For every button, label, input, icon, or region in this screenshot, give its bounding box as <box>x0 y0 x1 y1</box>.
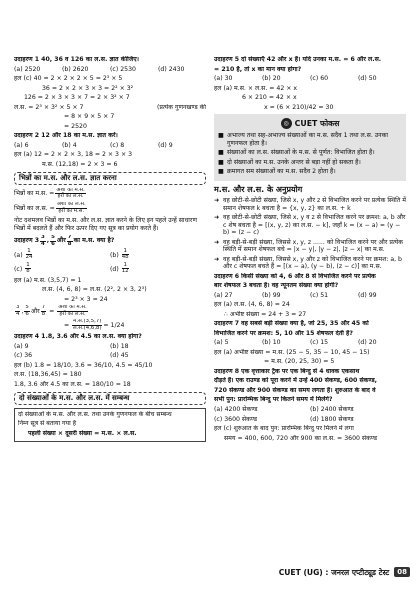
result-fraction: $\frac{\text{म.स.(3,5,7)}}{\text{ल.स.(4,6,8)}}$ <box>72 319 102 331</box>
fraction: $\frac{7}{8}$ <box>41 305 46 317</box>
fraction <box>40 235 46 247</box>
solution-line: x = (6 × 210)/42 = 30 <box>264 103 334 111</box>
solution-line: हल (a) 12 = 2 × 2 × 3, 18 = 2 × 3 × 3 <box>14 151 133 159</box>
example-8-question-cont: 720 सेकण्ड और 900 सेकण्ड का समय लगता है। शुरुआत के बाद वे <box>214 386 376 394</box>
rule-denominator: हरों का ल.स. <box>57 193 84 200</box>
option-a: (a) 30 <box>214 75 233 83</box>
decimal-note: नोट दशमलव भिन्नों का म.स. और ल.स. ज्ञात करने के लिए इन पहले उन्हें साधारण भिन्नों में बदलते हैं और फिर ऊपर दिए गए सूत्र का प्रयोग करते हैं। <box>14 217 197 232</box>
rule-numerator: अंशों का म.स. <box>56 187 85 193</box>
solution-line: = म.स. (20, 25, 30) = 5 <box>264 358 335 366</box>
example-8-question-cont: सभी पुन: प्रारम्भिक बिन्दु पर कितने समय में मिलेंगे? <box>214 396 333 404</box>
cuet-point: ■ दो संख्याओं का म.स. उनके अन्तर से बड़ा नहीं हो सकता है। <box>218 158 361 166</box>
fraction: $\frac{3}{4}$ <box>16 305 20 317</box>
target-icon: ◎ <box>281 118 292 129</box>
option-a: (a) 4200 सेकण्ड <box>214 406 258 413</box>
option-d: (d) 1800 सेकण्ड <box>310 415 354 423</box>
application-point: ➜ वह बड़ी-से-बड़ी संख्या, जिससे x, y और z को विभाजित करने पर क्रमश: a, b और c शेषफल बचते हैं = [(x − a), (y − b), (z − c)] का म.स. <box>214 255 402 271</box>
rule-fraction <box>56 202 87 214</box>
solution-line: ल.स. (18,36,45) = 180 <box>14 371 82 379</box>
solution-line: ल.स. (4, 6, 8) = ल.स. (2², 2 × 3, 2³) <box>42 286 147 294</box>
solution-line: हल (c) 40 = 2 × 2 × 2 × 5 = 2³ × 5 <box>14 75 123 83</box>
solution-line: 126 = 2 × 3 × 3 × 7 = 2 × 3² × 7 <box>24 94 130 102</box>
example-3-result: = $\frac{\text{म.स.(3,5,7)}}{\text{ल.स.(4,6,8)}}$ = 1/24 <box>64 319 125 331</box>
option-a: (a) 9 <box>14 342 29 350</box>
denominator: 4 <box>41 240 45 247</box>
solution-line: हल (a) म.स. (3,5,7) = 1 <box>14 276 82 284</box>
application-point: ➜ वह बड़ी-से-बड़ी संख्या, जिससे x, y, z ...... को विभाजित करने पर और प्रत्येक स्थिति में समान शेषफल बचे = |x − y|, |y − z|, |z − x| का म.स. <box>214 238 404 254</box>
cuet-point: ■ क्रमागत सम संख्याओं का म.स. सदैव 2 होता है। <box>218 168 336 176</box>
numerator: 5 <box>51 235 55 241</box>
rule-denominator: हरों का म.स. <box>58 207 85 214</box>
example-7-options <box>214 339 406 346</box>
solution-lcm-row <box>14 104 206 111</box>
applications-heading: म.स. और ल.स. के अनुप्रयोग <box>214 184 303 194</box>
example-6-question-cont: बार शेषफल 3 बचता है। वह न्यूनतम संख्या क्या होगी? <box>214 282 339 290</box>
option-c: (c) 51 <box>310 291 329 299</box>
option-b: (b) 2620 <box>62 65 89 73</box>
option-b: (b) 10 <box>262 339 281 347</box>
example-2-question: उदाहरण 2 12 और 18 का म.स. ज्ञात करें। <box>14 132 118 140</box>
solution-line: हल (c) शुरुआत के बाद पुन: प्रारम्भिक बिन्दु पर मिलने में लगा <box>214 425 354 433</box>
example-3-question: उदाहरण 3 $\frac{3}{4}$ , $\frac{5}{6}$ और $\frac{7}{8}$ का म.स. क्या है? <box>14 235 115 247</box>
option-a: (a) $\frac{1}{24}$ <box>14 248 33 261</box>
option-b: (b) 18 <box>110 342 129 350</box>
cuet-focus-box <box>214 114 406 181</box>
example-1-question: उदाहरण 1 40, 36 व 126 का ल.स. ज्ञात कीजिए। <box>14 56 140 63</box>
option-d: (d) $\frac{1}{12}$ <box>110 261 129 275</box>
rule-label: भिन्नों का ल.स. = <box>14 204 55 212</box>
option-c: (c) 36 <box>14 352 33 360</box>
numerator: 7 <box>67 235 72 241</box>
option-d: (d) 9 <box>158 141 173 149</box>
example-6-question: उदाहरण 6 किसी संख्या को 4, 6 और 8 से विभाजित करने पर प्रत्येक <box>214 272 376 280</box>
solution-line: म.स. (12,18) = 2 × 3 = 6 <box>42 160 118 168</box>
cuet-point: ■ संख्याओं का ल.स. संख्याओं के म.स. से पूर्णत: विभाजित होता है। <box>218 149 375 157</box>
fraction-lcm-rule <box>14 202 206 214</box>
numerator: 3 <box>41 235 45 241</box>
relation-formula: पहली संख्या × दूसरी संख्या = म.स. × ल.स. <box>28 429 137 437</box>
option-b: (b) 4 <box>62 141 77 149</box>
solution-line: = 2³ × 3 = 24 <box>64 295 108 303</box>
option-d: (d) 2430 <box>158 65 185 73</box>
example-2-options <box>14 142 206 149</box>
footer-title: CUET (UG) : जनरल एप्टीट्यूड टेस्ट <box>278 567 390 577</box>
fraction <box>67 235 73 247</box>
solution-line: हल (a) ल.स. (4, 6, 8) = 24 <box>214 301 290 309</box>
cuet-point: ■ अभाज्य तथा सह-अभाज्य संख्याओं का म.स. सदैव 1 तथा ल.स. उनका गुणनफल होता है। <box>218 132 388 147</box>
example-7-question-cont: विभाजित करने पर क्रमश: 5, 10 और 15 शेषफल देती है? <box>214 329 353 337</box>
example-1-options <box>14 66 206 73</box>
side-note: (प्रत्येक गुणनखण्ड की <box>156 103 206 111</box>
example-6-options <box>214 292 406 299</box>
solution-line: समय = 400, 600, 720 और 900 का ल.स. = 3600 सेकण्ड <box>224 434 378 442</box>
relation-line: निम्न सूत्र से बताया गया है <box>18 420 76 428</box>
solution-line: हल (a) अभीष्ट संख्या = म.स. (25 − 5, 35 − 10, 45 − 15) <box>214 348 370 356</box>
denominator: 8 <box>67 240 72 247</box>
solution-line: = 2520 <box>64 122 87 130</box>
solution-line: 1.8, 3.6 और 4.5 का ल.स. = 180/10 = 18 <box>14 380 131 388</box>
example-3-options-row2 <box>14 263 206 275</box>
option-b: (b) 99 <box>262 291 281 299</box>
example-4-options-row2 <box>14 352 206 359</box>
relation-box <box>14 408 206 443</box>
formula-fraction: $\frac{\text{अंशों का म.स.}}{\text{हरों का ल.स.}}$ <box>58 305 87 317</box>
option-c: (c) 3600 सेकण्ड <box>214 415 258 423</box>
option-a: (a) 6 <box>14 141 29 149</box>
option-b: (b) $\frac{1}{48}$ <box>110 248 129 261</box>
example-3-final: $\frac{3}{4}$ , $\frac{5}{6}$ और $\frac{7}{8}$ = $\frac{\text{अंशों का म.स.}}{\text{हरों का ल.स.}}$ <box>16 305 87 317</box>
application-point: ➜ वह छोटी-से-छोटी संख्या, जिसे x, y और z से विभाजित करने पर प्रत्येक स्थिति में समान शेषफल k बचता है = {x, y, z} का ल.स. + k <box>214 197 406 212</box>
fraction <box>50 235 56 247</box>
option-a: (a) 27 <box>214 291 233 299</box>
and-word: और <box>56 237 66 245</box>
option-c: (c) 2530 <box>110 65 136 73</box>
example-8-question-cont: दौड़ते हैं। एक राउण्ड को पूरा करने में उन्हें 400 सेकण्ड, 600 सेकण्ड, <box>214 377 377 385</box>
fraction: $\frac{5}{6}$ <box>25 305 29 317</box>
fraction-hcf-rule <box>14 188 206 200</box>
example-4-options-row1 <box>14 343 206 350</box>
example-7-question: उदाहरण 7 वह सबसे बड़ी संख्या क्या है, जो 25, 35 और 45 को <box>214 320 369 328</box>
cuet-focus-title: CUET फोकस <box>294 118 340 128</box>
solution-line: ∴ अभीष्ट संख्या = 24 + 3 = 27 <box>224 310 307 318</box>
option-b: (b) 2400 सेकण्ड <box>310 406 354 413</box>
option-c: (c) $\frac{1}{8}$ <box>14 261 30 275</box>
rule-label: भिन्नों का म.स. = <box>14 189 55 197</box>
relation-line: दो संख्याओं के म.स. और ल.स. तथा उनके गुणनफल के बीच सम्बन्ध <box>18 410 172 418</box>
page-footer <box>200 567 410 577</box>
denominator: 6 <box>51 240 55 247</box>
solution-line: 36 = 2 × 2 × 3 × 3 = 2² × 3² <box>42 84 134 92</box>
page-number: 08 <box>394 567 410 577</box>
rule-fraction <box>55 188 85 200</box>
application-point: ➜ वह छोटी-से-छोटी संख्या, जिसे x, y व z से विभाजित करने पर क्रमश: a, b और c शेष बचता है = [(x, y, z) का ल.स. − k], जहाँ k = (x − a) = (y − b) = (z − c) <box>214 214 406 237</box>
cuet-focus-title-row <box>218 118 402 129</box>
example-8-question: उदाहरण 8 एक वृत्ताकार ट्रैक पर एक बिन्दु से 4 धावक एकसाथ <box>214 367 360 375</box>
option-c: (c) 60 <box>310 75 329 83</box>
option-d: (d) 45 <box>110 352 129 360</box>
example-8-options-row1 <box>214 406 406 413</box>
right-column <box>214 0 406 444</box>
example-5-question: उदाहरण 5 दो संख्याएँ 42 और x हैं। यदि उनका म.स. = 6 और ल.स. <box>214 56 382 63</box>
left-column <box>14 0 206 445</box>
result-value: = 1/24 <box>103 321 125 329</box>
solution-line: 6 × 210 = 42 × x <box>242 94 297 102</box>
example-label: उदाहरण 3 <box>14 237 40 245</box>
option-b: (b) 20 <box>262 75 281 83</box>
solution-line: ल.स. = 2³ × 3² × 5 × 7 <box>14 103 84 111</box>
option-a: (a) 5 <box>214 339 229 347</box>
option-c: (c) 15 <box>310 339 329 347</box>
example-3-options-row1 <box>14 249 206 261</box>
question-tail: का म.स. क्या है? <box>73 237 115 245</box>
option-a: (a) 2520 <box>14 65 41 73</box>
option-c: (c) 8 <box>110 141 125 149</box>
option-d: (d) 50 <box>358 75 377 83</box>
solution-line: = 8 × 9 × 5 × 7 <box>64 113 115 121</box>
solution-line: हल (a) म.स. × ल.स. = 42 × x <box>214 84 298 92</box>
solution-line: हल (b) 1.8 = 18/10, 3.6 = 36/10, 4.5 = 45/10 <box>14 361 153 369</box>
example-5-options <box>214 75 406 82</box>
example-8-options-row2 <box>214 416 406 423</box>
option-d: (d) 20 <box>358 339 377 347</box>
rule-numerator: अंशों का ल.स. <box>56 202 86 208</box>
example-5-question-cont: = 210 है, तो x का मान क्या होगा? <box>214 65 302 73</box>
fraction-hcf-lcm-heading: भिन्नों का म.स. और ल.स. ज्ञात करना <box>14 172 206 184</box>
relation-heading: दो संख्याओं के म.स. और ल.स. में सम्बन्ध <box>14 392 206 404</box>
option-d: (d) 99 <box>358 291 377 299</box>
example-4-question: उदाहरण 4 1.8, 3.6 और 4.5 का ल.स. क्या होगा? <box>14 333 142 341</box>
